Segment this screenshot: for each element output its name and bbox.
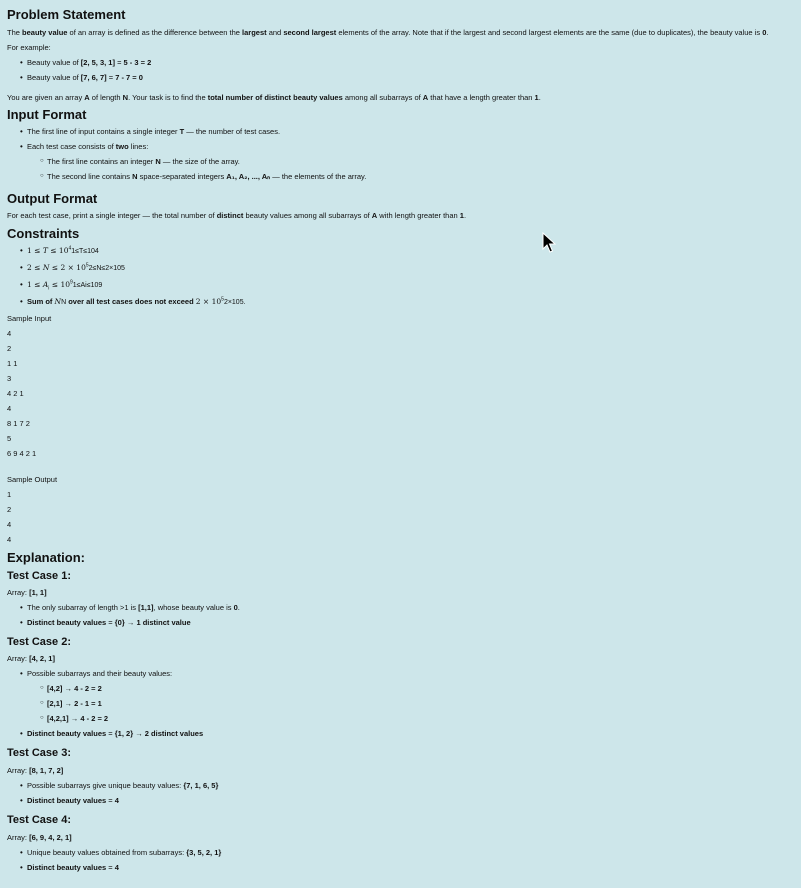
constraints-heading: Constraints	[7, 226, 80, 241]
mouse-pointer-icon	[542, 232, 556, 254]
sample-input-line: 3	[7, 374, 12, 383]
sample-input-label: Sample Input	[7, 314, 52, 323]
constraint-item: • Sum of NN over all test cases does not exceed $2 \times 10^52\times 105$.	[7, 294, 507, 311]
input-format-item: • Each test case consists of two lines:	[7, 139, 607, 154]
test-case-4-heading: Test Case 4:	[7, 814, 71, 826]
sample-input-line: 5	[7, 434, 12, 443]
test-case-2-list	[7, 666, 507, 741]
example-item: • Beauty value of [2, 5, 3, 1] = 5 - 3 = 2	[7, 55, 407, 70]
test-case-2-array: Array: [4, 2, 1]	[7, 654, 55, 663]
problem-statement-section	[7, 6, 125, 24]
sample-input-line: 2	[7, 344, 12, 353]
sample-input-line: 8 1 7 2	[7, 419, 30, 428]
sample-input-line: 1 1	[7, 359, 18, 368]
beauty-definition-text: The beauty value of an array is defined as the difference between the largest and second largest elements of the array. Note that if the largest and second largest elements are the same (due to duplicates), the beauty value is 0.	[7, 28, 769, 37]
explanation-item: • Distinct beauty values = {0} → 1 distinct value	[7, 615, 507, 630]
test-case-2-heading: Test Case 2:	[7, 636, 71, 648]
constraints-list	[7, 243, 507, 311]
subarray-item: ○ [2,1] → 2 - 1 = 1	[7, 696, 507, 711]
test-case-3-array: Array: [8, 1, 7, 2]	[7, 766, 64, 775]
explanation-item: • Distinct beauty values = 4	[7, 793, 507, 808]
explanation-item: • Possible subarrays give unique beauty values: {7, 1, 6, 5}	[7, 778, 507, 793]
for-example-label: For example:	[7, 43, 51, 52]
sample-input-line: 4 2 1	[7, 389, 24, 398]
sample-input-block	[7, 311, 51, 461]
explanation-item: • Unique beauty values obtained from subarrays: {3, 5, 2, 1}	[7, 845, 507, 860]
sample-output-block	[7, 472, 57, 547]
explanation-item: • Distinct beauty values = {1, 2} → 2 distinct values	[7, 726, 507, 741]
test-case-1-heading: Test Case 1:	[7, 570, 71, 582]
output-format-text: For each test case, print a single integer — the total number of distinct beauty values among all subarrays of A with length greater than 1.	[7, 211, 467, 220]
test-case-1-list	[7, 600, 507, 630]
sample-output-line: 2	[7, 505, 12, 514]
sample-output-line: 4	[7, 535, 12, 544]
sample-output-label: Sample Output	[7, 475, 58, 484]
sample-output-line: 4	[7, 520, 12, 529]
constraint-item: • $2 \le N \le 2 \times 10^52\le N\le 2\times 105$	[7, 260, 507, 277]
constraint-item: • $1 \le T \le 10^41\le T\le 104$	[7, 243, 507, 260]
input-format-subitem: ○ The first line contains an integer N — the size of the array.	[7, 154, 607, 169]
test-case-1-array: Array: [1, 1]	[7, 588, 47, 597]
subarray-item: ○ [4,2,1] → 4 - 2 = 2	[7, 711, 507, 726]
task-text: You are given an array A of length N. Your task is to find the total number of distinct beauty values among all subarrays of A that have a length greater than 1.	[7, 93, 541, 102]
explanation-item: • The only subarray of length >1 is [1,1], whose beauty value is 0.	[7, 600, 507, 615]
explanation-item: • Distinct beauty values = 4	[7, 860, 507, 875]
test-case-3-list	[7, 778, 507, 808]
input-format-list	[7, 124, 607, 184]
constraint-item: • $1 \le A_i \le 10^91\le Ai\le 109$	[7, 277, 507, 294]
sample-output-line: 1	[7, 490, 12, 499]
test-case-4-list	[7, 845, 507, 875]
input-format-heading: Input Format	[7, 107, 87, 122]
sample-input-line: 6 9 4 2 1	[7, 449, 37, 458]
output-format-heading: Output Format	[7, 191, 98, 206]
example-list	[7, 55, 407, 85]
explanation-item: • Possible subarrays and their beauty values:	[7, 666, 507, 681]
input-format-item: • The first line of input contains a single integer T — the number of test cases.	[7, 124, 607, 139]
test-case-3-heading: Test Case 3:	[7, 747, 71, 759]
sample-input-line: 4	[7, 329, 12, 338]
explanation-heading: Explanation:	[7, 550, 86, 565]
test-case-4-array: Array: [6, 9, 4, 2, 1]	[7, 833, 72, 842]
example-item: • Beauty value of [7, 6, 7] = 7 - 7 = 0	[7, 70, 407, 85]
subarray-item: ○ [4,2] → 4 - 2 = 2	[7, 681, 507, 696]
input-format-subitem: ○ The second line contains N space-separated integers A₁, A₂, ..., Aₙ — the elements of the array.	[7, 169, 607, 184]
sample-input-line: 4	[7, 404, 12, 413]
problem-statement-heading: Problem Statement	[7, 7, 126, 22]
